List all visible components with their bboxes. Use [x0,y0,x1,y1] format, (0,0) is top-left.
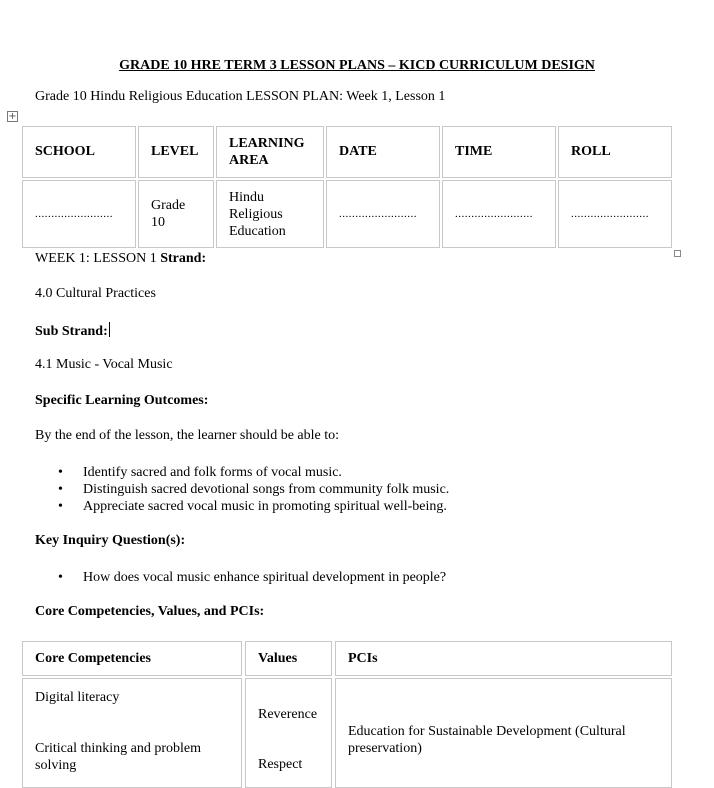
slo-list [35,464,449,515]
date-placeholder: ........................ [339,208,417,220]
header-level-label: LEVEL [151,144,199,159]
value-item: Respect [258,757,303,772]
cell-date[interactable] [326,180,440,248]
core-label: Core Competencies, Values, and PCIs: [35,604,265,619]
time-placeholder: ........................ [455,208,533,220]
header-date [326,126,440,178]
cell-time[interactable] [442,180,556,248]
list-item: • Distinguish sacred devotional songs from community folk music. [35,481,449,498]
strand-value: 4.0 Cultural Practices [35,286,156,301]
week-line: WEEK 1: LESSON 1 [35,251,157,266]
pci-item: Education for Sustainable Development (Cultural preservation) [348,724,626,756]
school-placeholder: ........................ [35,208,113,220]
value-item: Reverence [258,707,318,722]
cell-learning-area[interactable] [216,180,324,248]
header-core-competencies [22,641,242,676]
header-values [245,641,332,676]
roll-placeholder: ........................ [571,208,649,220]
move-cross-icon[interactable]: + [8,111,17,122]
header-time-label: TIME [455,144,493,159]
header-values-label: Values [258,650,298,666]
header-core-competencies-label: Core Competencies [35,650,151,666]
week-strand-line [35,251,206,267]
header-level [138,126,214,178]
list-item: • How does vocal music enhance spiritual development in people? [35,569,446,586]
header-learning-area-label: LEARNING AREA [229,136,305,168]
slo-label: Specific Learning Outcomes: [35,393,209,408]
list-item: • Identify sacred and folk forms of vocal music. [35,464,449,481]
cell-level[interactable] [138,180,214,248]
table-resize-handle[interactable] [674,250,681,257]
sub-strand-value: 4.1 Music - Vocal Music [35,357,173,372]
kiq-list [35,569,446,586]
competency-item: Critical thinking and problem solving [35,741,202,773]
header-date-label: DATE [339,144,377,159]
header-pcis-label: PCIs [348,650,378,666]
sub-strand-label: Sub Strand: [35,324,108,339]
cell-roll[interactable] [558,180,672,248]
text-cursor [109,322,110,337]
kiq-label: Key Inquiry Question(s): [35,533,186,548]
header-learning-area [216,126,324,178]
sub-strand-line[interactable] [35,322,110,340]
list-item: • Appreciate sacred vocal music in promoting spiritual well-being. [35,498,449,515]
competency-item: Digital literacy [35,690,120,705]
header-time [442,126,556,178]
header-roll-label: ROLL [571,144,611,159]
document-title: GRADE 10 HRE TERM 3 LESSON PLANS – KICD CURRICULUM DESIGN [119,58,595,73]
cell-school[interactable] [22,180,136,248]
header-roll [558,126,672,178]
lesson-plan-intro: Grade 10 Hindu Religious Education LESSON PLAN: Week 1, Lesson 1 [35,89,446,104]
strand-label: Strand: [160,251,207,266]
slo-intro: By the end of the lesson, the learner should be able to: [35,428,340,443]
level-value: Grade 10 [151,198,186,230]
header-pcis [335,641,672,676]
header-school-label: SCHOOL [35,144,95,159]
learning-area-value: Hindu Religious Education [229,189,286,239]
header-school [22,126,136,178]
